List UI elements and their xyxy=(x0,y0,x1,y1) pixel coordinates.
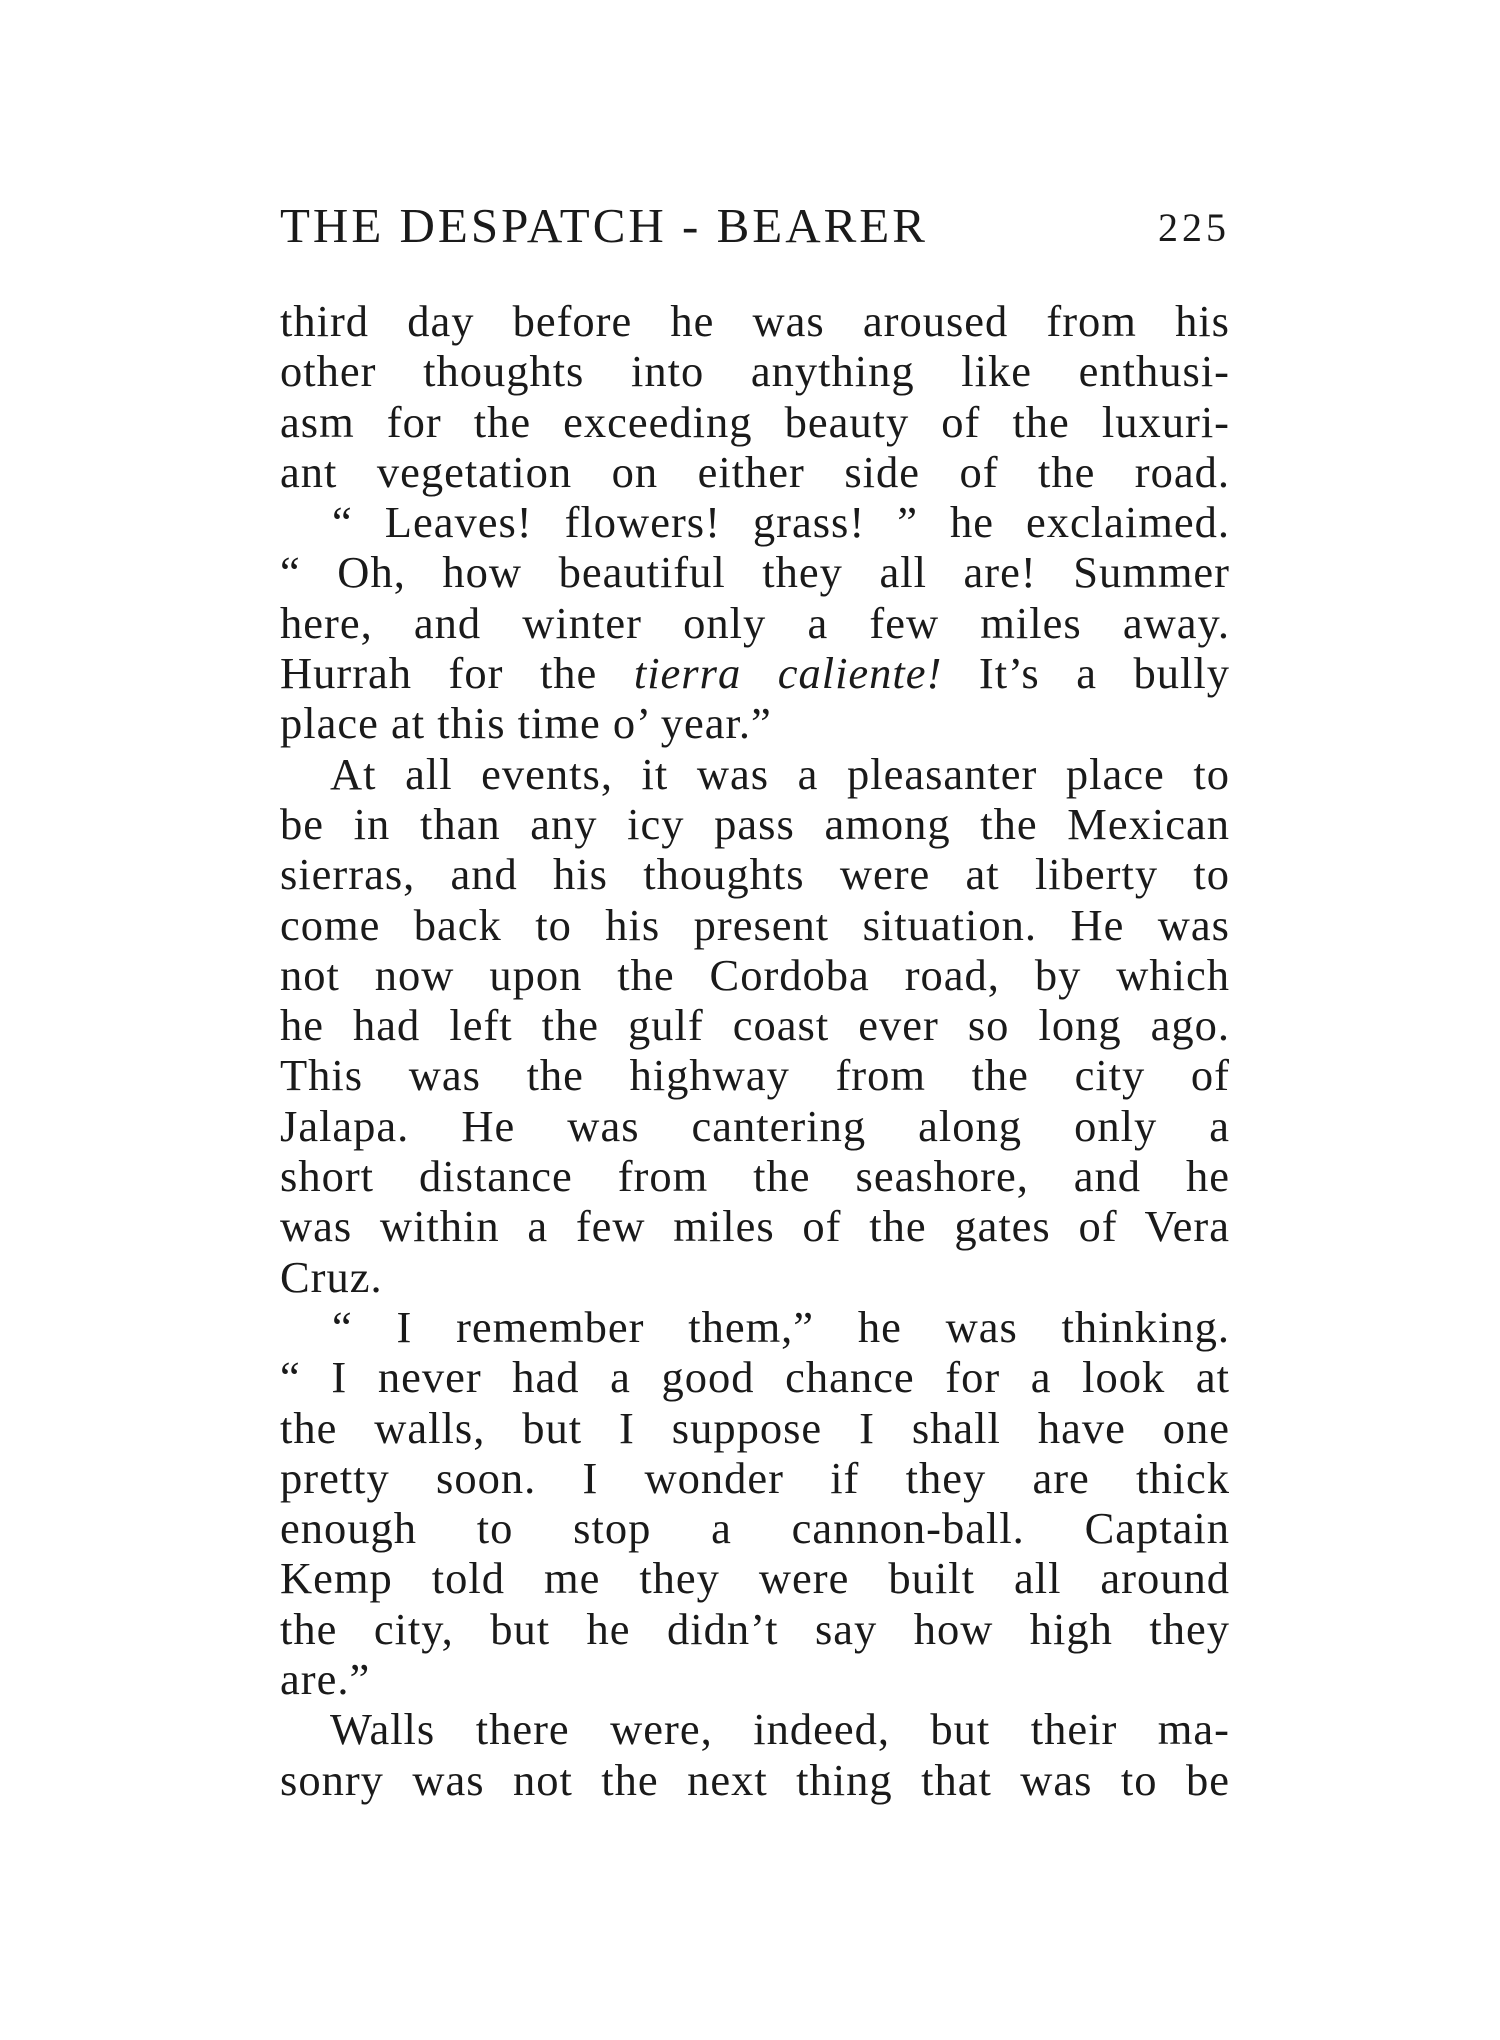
text-line: come back to his present situation. He was xyxy=(280,899,1230,950)
text-line: ant vegetation on either side of the road. xyxy=(280,446,1230,497)
text-line: place at this time o’ year.” xyxy=(280,698,772,749)
text-line: “ Leaves! flowers! grass! ” he exclaimed. xyxy=(332,497,1230,548)
text-line: “ I remember them,” he was thinking. xyxy=(332,1301,1230,1352)
text-line: the walls, but I suppose I shall have one xyxy=(280,1402,1230,1453)
text-line: be in than any icy pass among the Mexican xyxy=(280,798,1230,849)
text-span: It’s a bully xyxy=(942,648,1231,699)
text-line: not now upon the Cordoba road, by which xyxy=(280,949,1230,1000)
text-line: he had left the gulf coast ever so long ago. xyxy=(280,1000,1230,1051)
text-line: Cruz. xyxy=(280,1251,383,1302)
italic-phrase: tierra caliente! xyxy=(633,648,943,699)
text-line: pretty soon. I wonder if they are thick xyxy=(280,1452,1230,1503)
text-span: Hurrah for the xyxy=(280,648,634,699)
text-line: short distance from the seashore, and he xyxy=(280,1151,1230,1202)
text-line: here, and winter only a few miles away. xyxy=(280,597,1230,648)
text-line xyxy=(280,648,1230,698)
text-line: “ I never had a good chance for a look at xyxy=(280,1352,1230,1403)
text-line: Walls there were, indeed, but their ma- xyxy=(330,1704,1230,1755)
running-header xyxy=(280,196,1230,256)
text-line: third day before he was aroused from his xyxy=(280,296,1230,346)
text-line: Jalapa. He was cantering along only a xyxy=(280,1100,1230,1151)
text-line: enough to stop a cannon-ball. Captain xyxy=(280,1503,1230,1554)
text-line: was within a few miles of the gates of Vera xyxy=(280,1201,1230,1252)
body-text xyxy=(280,296,1230,1805)
text-line: sonry was not the next thing that was to be xyxy=(280,1754,1230,1805)
text-line: the city, but he didn’t say how high they xyxy=(280,1603,1230,1654)
text-line: Kemp told me they were built all around xyxy=(280,1553,1230,1604)
text-line: sierras, and his thoughts were at liberty to xyxy=(280,849,1230,900)
text-line: This was the highway from the city of xyxy=(280,1050,1230,1101)
text-line: asm for the exceeding beauty of the luxuri- xyxy=(280,396,1230,447)
text-line: “ Oh, how beautiful they all are! Summer xyxy=(280,547,1230,598)
text-line: At all events, it was a pleasanter place to xyxy=(330,748,1230,799)
text-line: are.” xyxy=(280,1654,371,1705)
running-title: THE DESPATCH - BEARER xyxy=(280,198,928,253)
text-line: other thoughts into anything like enthusi- xyxy=(280,346,1230,397)
page-number: 225 xyxy=(1158,205,1230,250)
